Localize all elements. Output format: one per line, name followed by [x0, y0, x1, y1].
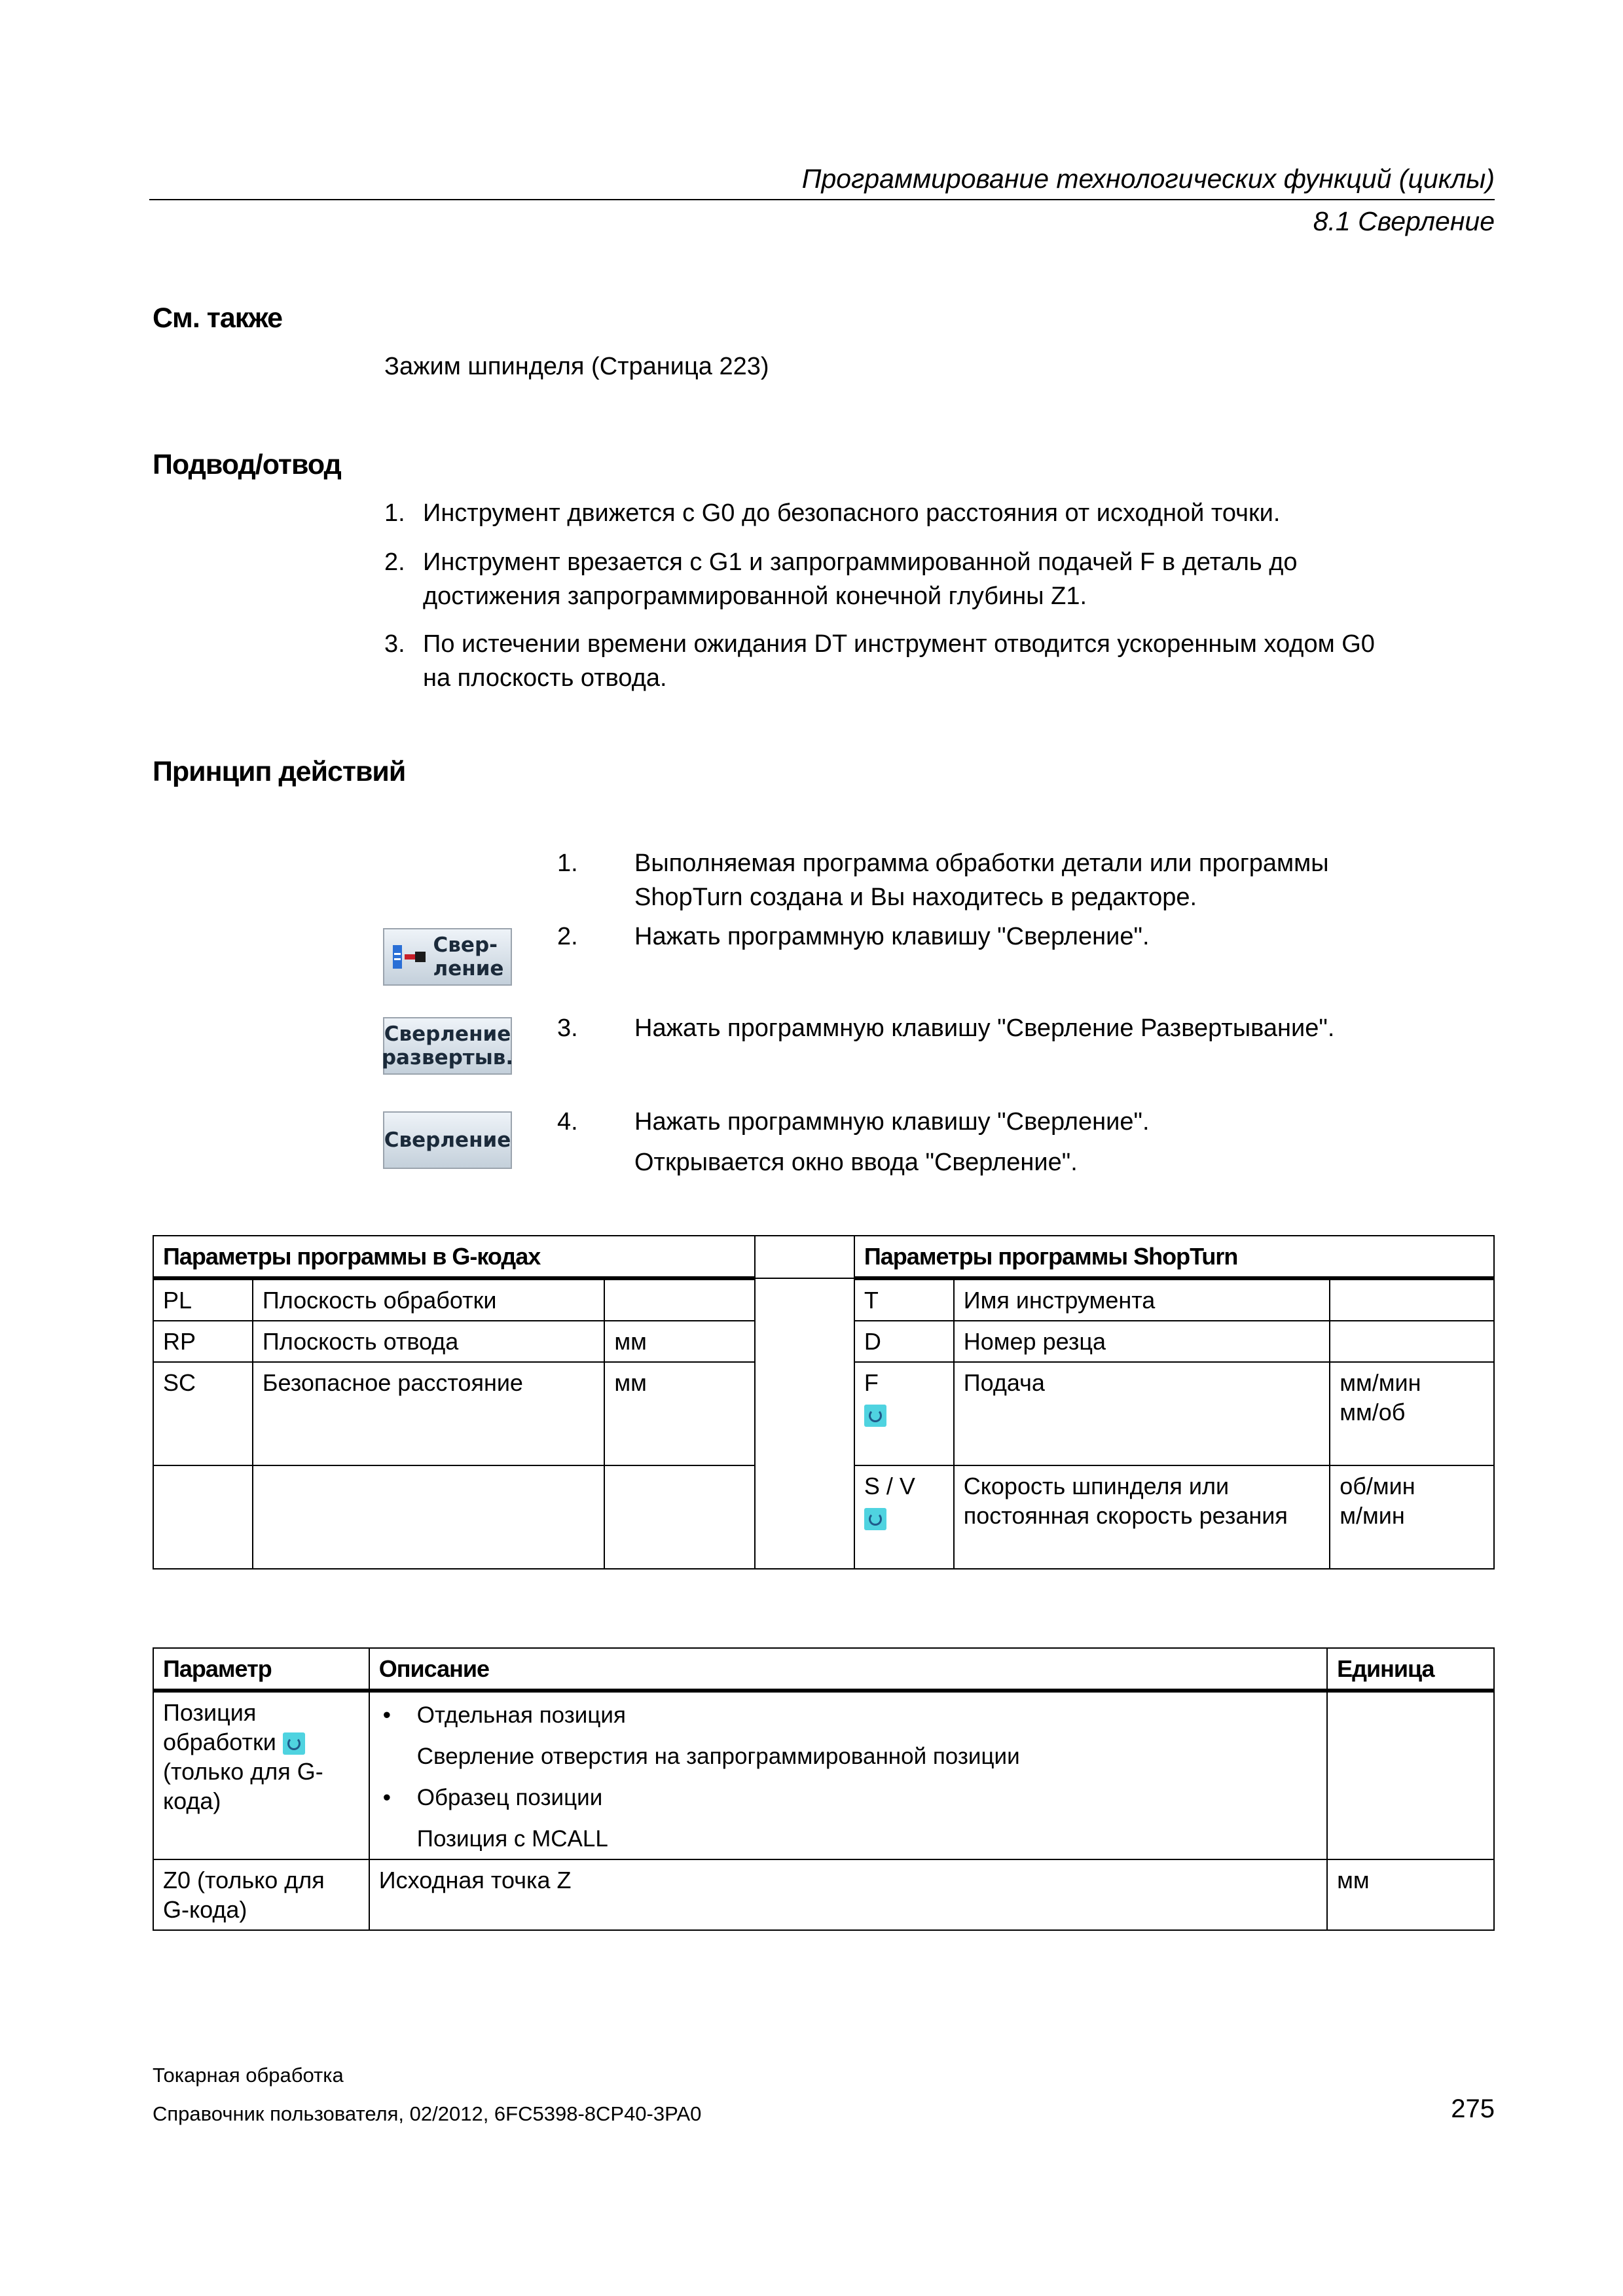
- param-desc: постоянная скорость резания: [963, 1502, 1288, 1529]
- param-unit: мм: [604, 1362, 755, 1465]
- softkey-label: Свер-: [433, 933, 498, 957]
- footer-title: Токарная обработка: [153, 2064, 344, 2087]
- approach-item-number: 2.: [384, 548, 405, 576]
- step-text: Нажать программную клавишу "Сверление".: [634, 923, 1150, 950]
- bullet-item: • Отдельная позиция: [379, 1700, 1317, 1730]
- param-name: RP: [153, 1321, 253, 1362]
- approach-item-text: достижения запрограммированной конечной глубины Z1.: [423, 583, 1087, 610]
- toggle-icon: [283, 1732, 305, 1755]
- running-header-chapter: Программирование технологических функций (циклы): [801, 164, 1495, 194]
- param-desc: Плоскость отвода: [253, 1321, 604, 1362]
- column-header-description: Описание: [369, 1648, 1327, 1691]
- approach-item-text: По истечении времени ожидания DT инструмент отводится ускоренным ходом G0: [423, 630, 1375, 658]
- approach-item-text: Инструмент движется с G0 до безопасного расстояния от исходной точки.: [423, 499, 1281, 527]
- description-cell: [369, 1691, 1327, 1859]
- empty-cell: [253, 1465, 604, 1569]
- step-number: 1.: [557, 850, 578, 877]
- param-desc: Безопасное расстояние: [253, 1362, 604, 1465]
- step-text: Открывается окно ввода "Сверление".: [634, 1149, 1078, 1176]
- toggle-icon: [864, 1508, 886, 1530]
- param-name: D: [854, 1321, 954, 1362]
- param-desc: Имя инструмента: [954, 1278, 1330, 1321]
- softkey-label: Сверление: [384, 1128, 511, 1152]
- step-number: 4.: [557, 1108, 578, 1136]
- column-header-parameter: Параметр: [153, 1648, 369, 1691]
- empty-cell: [604, 1465, 755, 1569]
- approach-item-number: 3.: [384, 630, 405, 658]
- table-row: [153, 1278, 1494, 1321]
- param-unit: мм/об: [1340, 1399, 1406, 1426]
- param-name-cell: [854, 1465, 954, 1569]
- param-name: F: [864, 1369, 879, 1396]
- empty-cell: [153, 1465, 253, 1569]
- approach-item-number: 1.: [384, 499, 405, 527]
- step-text: ShopTurn создана и Вы находитесь в редакторе.: [634, 884, 1197, 911]
- param-text: Позиция: [163, 1699, 257, 1726]
- param-name-cell: [854, 1362, 954, 1465]
- softkey-drilling[interactable]: [383, 1111, 512, 1169]
- param-desc: Скорость шпинделя или: [963, 1473, 1230, 1499]
- footer-manual-info: Справочник пользователя, 02/2012, 6FC5398-8CP40-3PA0: [153, 2102, 702, 2125]
- column-header-unit: Единица: [1327, 1648, 1494, 1691]
- header-rule: [149, 199, 1495, 200]
- param-desc: Подача: [954, 1362, 1330, 1465]
- param-cell: [153, 1691, 369, 1859]
- approach-item-text: на плоскость отвода.: [423, 664, 667, 692]
- description-cell: Исходная точка Z: [369, 1859, 1327, 1930]
- param-name: SC: [153, 1362, 253, 1465]
- param-unit: [604, 1278, 755, 1321]
- param-desc: Плоскость обработки: [253, 1278, 604, 1321]
- param-name: S / V: [864, 1473, 915, 1499]
- approach-item-text: Инструмент врезается с G1 и запрограммированной подачей F в деталь до: [423, 548, 1298, 576]
- divider-column: [755, 1236, 854, 1278]
- procedure-heading: Принцип действий: [153, 756, 406, 787]
- step-text: Выполняемая программа обработки детали или программы: [634, 850, 1329, 877]
- param-name: T: [854, 1278, 954, 1321]
- param-text: G-кода): [163, 1896, 247, 1923]
- param-desc: Номер резца: [954, 1321, 1330, 1362]
- param-desc-cell: [954, 1465, 1330, 1569]
- approach-heading: Подвод/отвод: [153, 449, 341, 480]
- divider-column: [755, 1278, 854, 1569]
- softkey-drilling-main[interactable]: [383, 928, 512, 986]
- param-unit: [1330, 1278, 1494, 1321]
- bullet-item: • Образец позиции: [379, 1783, 1317, 1812]
- param-unit: об/мин: [1340, 1473, 1415, 1499]
- page-number: 275: [1451, 2094, 1495, 2123]
- param-text: кода): [163, 1787, 221, 1814]
- step-number: 2.: [557, 923, 578, 950]
- unit-cell: [1327, 1691, 1494, 1859]
- step-text: Нажать программную клавишу "Сверление Развертывание".: [634, 1014, 1335, 1042]
- see-also-heading: См. также: [153, 302, 283, 334]
- param-text: обработки: [163, 1729, 276, 1755]
- param-unit: мм: [604, 1321, 755, 1362]
- param-unit-cell: [1330, 1465, 1494, 1569]
- softkey-label: Сверление: [384, 1022, 511, 1046]
- softkey-drilling-reaming[interactable]: [383, 1017, 512, 1075]
- param-unit: [1330, 1321, 1494, 1362]
- program-parameters-table: [153, 1235, 1495, 1570]
- softkey-label: ление: [433, 957, 504, 980]
- param-cell: [153, 1859, 369, 1930]
- toggle-icon: [864, 1405, 886, 1427]
- param-text: (только для G-: [163, 1758, 323, 1785]
- drill-icon: [392, 939, 428, 975]
- table-row: [153, 1691, 1494, 1859]
- unit-cell: мм: [1327, 1859, 1494, 1930]
- table-row: [153, 1859, 1494, 1930]
- bullet-description: Сверление отверстия на запрограммированной позиции: [416, 1744, 1020, 1769]
- param-unit: м/мин: [1340, 1502, 1405, 1529]
- bullet-description: Позиция с MCALL: [416, 1826, 608, 1852]
- see-also-link[interactable]: Зажим шпинделя (Страница 223): [384, 353, 769, 380]
- param-unit-cell: [1330, 1362, 1494, 1465]
- param-unit: мм/мин: [1340, 1369, 1421, 1396]
- param-name: PL: [153, 1278, 253, 1321]
- gcode-params-header: Параметры программы в G-кодах: [153, 1236, 755, 1278]
- running-header-section: 8.1 Сверление: [1313, 206, 1495, 236]
- shopturn-params-header: Параметры программы ShopTurn: [854, 1236, 1494, 1278]
- parameter-description-table: [153, 1647, 1495, 1931]
- param-text: Z0 (только для: [163, 1867, 325, 1893]
- step-text: Нажать программную клавишу "Сверление".: [634, 1108, 1150, 1136]
- softkey-label: развертыв.: [381, 1046, 514, 1069]
- step-number: 3.: [557, 1014, 578, 1042]
